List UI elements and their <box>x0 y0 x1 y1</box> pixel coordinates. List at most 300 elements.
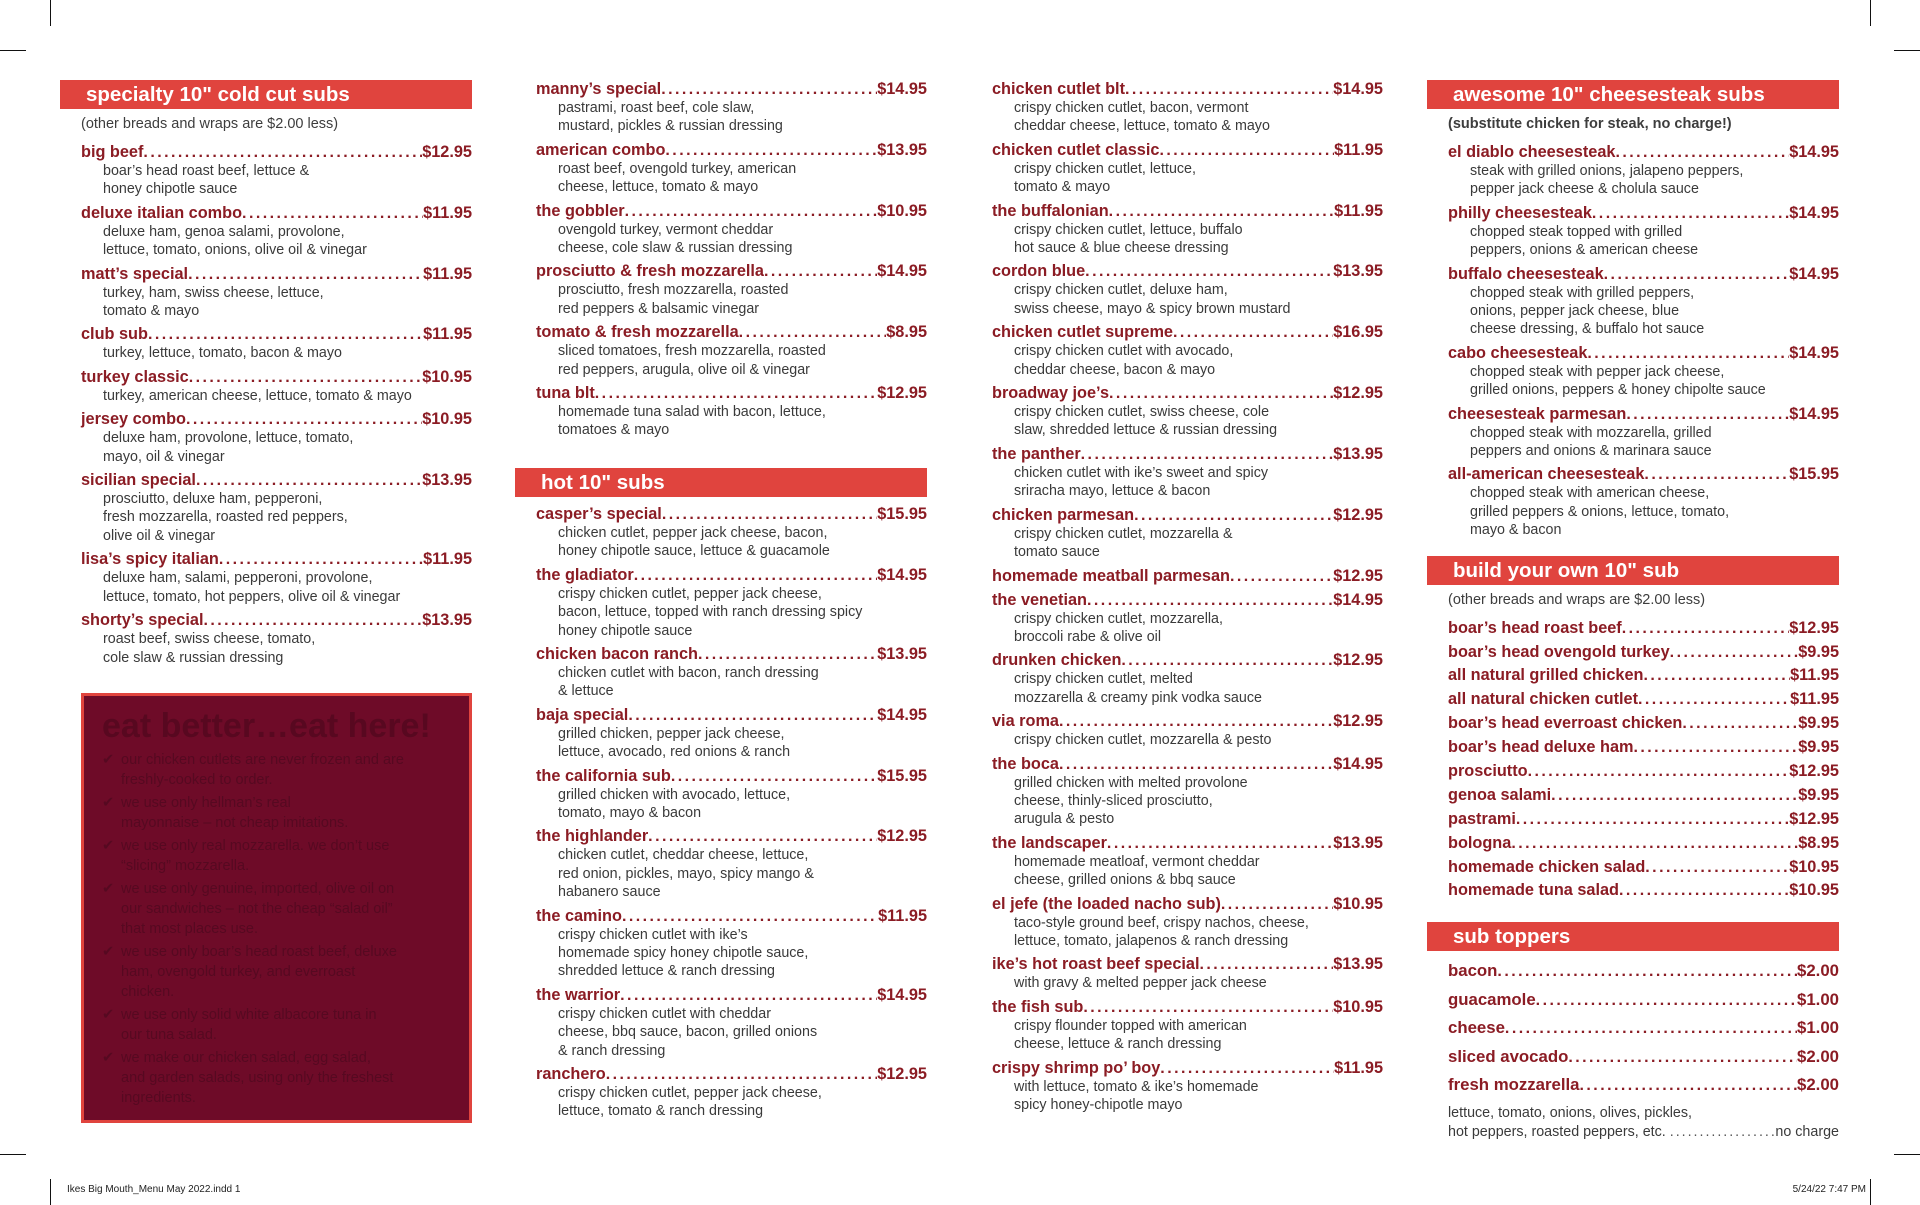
leader-dots <box>628 706 877 725</box>
leader-dots <box>1643 666 1790 685</box>
item-price: $10.95 <box>877 201 927 220</box>
item-description: red peppers, arugula, olive oil & vinegar <box>558 361 810 378</box>
item-description: shredded lettuce & ranch dressing <box>558 963 775 980</box>
menu-item <box>60 325 472 362</box>
item-price: $12.95 <box>1789 762 1839 781</box>
leader-dots <box>606 1065 878 1084</box>
item-name: pastrami <box>1448 809 1516 828</box>
leader-dots <box>186 410 422 429</box>
item-price: $12.95 <box>877 384 927 403</box>
menu-item-row <box>81 611 472 630</box>
cheesesteak-column <box>1427 80 1839 1142</box>
item-price: $13.95 <box>422 471 472 490</box>
menu-item <box>1427 834 1839 853</box>
item-name: the venetian <box>992 590 1088 609</box>
menu-item-row <box>1448 619 1839 638</box>
menu-item-row <box>1448 143 1839 162</box>
promo-claim-line: our sandwiches – not the cheap “salad oil” <box>121 901 393 917</box>
item-price: $9.95 <box>1798 738 1839 757</box>
menu-item <box>1427 714 1839 733</box>
menu-item <box>515 986 927 1060</box>
menu-item <box>515 384 927 440</box>
menu-item-row <box>81 325 472 344</box>
item-price: $12.95 <box>1789 618 1839 637</box>
item-name: homemade chicken salad <box>1448 857 1646 876</box>
item-description: mozzarella & creamy pink vodka sauce <box>1014 689 1262 706</box>
item-name: the gobbler <box>536 201 625 220</box>
menu-item <box>971 834 1383 890</box>
menu-item-row <box>536 706 927 725</box>
item-name: prosciutto <box>1448 762 1528 781</box>
item-price: $2.00 <box>1797 961 1839 981</box>
item-name: american combo <box>536 140 666 159</box>
item-description: homemade spicy honey chipotle sauce, <box>558 944 809 961</box>
menu-item <box>1427 405 1839 461</box>
item-description: cheese, lettuce & ranch dressing <box>1014 1036 1222 1053</box>
leader-dots <box>143 143 422 162</box>
promo-claim <box>102 793 451 833</box>
promo-claim-line: we use only boar’s head roast beef, deluxe <box>121 944 397 960</box>
item-price: $12.95 <box>877 827 927 846</box>
item-name: all natural grilled chicken <box>1448 666 1644 685</box>
promo-claim-text <box>121 1048 393 1108</box>
leader-dots <box>1230 567 1333 586</box>
item-description: crispy chicken cutlet, swiss cheese, cole <box>1014 404 1270 421</box>
item-description: cheese, cole slaw & russian dressing <box>558 240 793 257</box>
item-price: $14.95 <box>877 985 927 1004</box>
item-description: tomatoes & mayo <box>558 422 670 439</box>
item-description: peppers, onions & american cheese <box>1470 242 1699 259</box>
menu-item-row <box>992 651 1383 670</box>
item-name: the boca <box>992 754 1059 773</box>
item-name: genoa salami <box>1448 785 1552 804</box>
item-description: steak with grilled onions, jalapeno peppers, <box>1470 163 1744 179</box>
item-price: $10.95 <box>422 410 472 429</box>
menu-item-row <box>1448 1075 1839 1095</box>
menu-item-row <box>1448 714 1839 733</box>
menu-item-row <box>1448 786 1839 805</box>
item-name: the panther <box>992 444 1081 463</box>
menu-item <box>971 506 1383 562</box>
leader-dots <box>634 566 877 585</box>
item-description: & lettuce <box>558 683 614 700</box>
crop-mark <box>0 50 26 51</box>
item-name: deluxe italian combo <box>81 203 243 222</box>
menu-item <box>1427 738 1839 757</box>
leader-dots <box>1645 858 1789 877</box>
menu-item-row <box>992 202 1383 221</box>
item-name: the warrior <box>536 985 621 1004</box>
item-name: ranchero <box>536 1065 606 1083</box>
item-price: $11.95 <box>423 264 472 283</box>
leader-dots <box>1107 834 1333 853</box>
menu-item-row <box>1448 961 1839 981</box>
menu-item <box>515 767 927 823</box>
item-description: boar’s head roast beef, lettuce & <box>103 163 310 179</box>
item-price: $15.95 <box>877 504 927 523</box>
item-price: $15.95 <box>1789 465 1839 484</box>
menu-item-row <box>1448 762 1839 781</box>
item-name: chicken cutlet classic <box>992 140 1160 159</box>
leader-dots <box>196 471 422 490</box>
menu-item <box>60 611 472 667</box>
item-price: $14.95 <box>1789 404 1839 423</box>
item-price: $12.95 <box>1333 651 1383 670</box>
leader-dots <box>1622 619 1789 638</box>
menu-item <box>971 202 1383 258</box>
promo-claim-text <box>121 879 394 939</box>
item-price: $12.95 <box>422 143 472 161</box>
item-name: casper’s special <box>536 504 662 523</box>
menu-item <box>1427 344 1839 400</box>
item-price: $13.95 <box>1333 444 1383 463</box>
leader-dots <box>595 384 877 403</box>
item-name: matt’s special <box>81 264 189 283</box>
item-description: turkey, american cheese, lettuce, tomato & mayo <box>103 387 412 404</box>
menu-item <box>971 323 1383 379</box>
menu-item-row <box>992 955 1383 974</box>
item-price: $14.95 <box>1333 80 1383 98</box>
menu-item-row <box>536 202 927 221</box>
item-description: crispy chicken cutlet, lettuce, <box>1014 160 1196 177</box>
item-name: buffalo cheesesteak <box>1448 264 1604 283</box>
leader-dots <box>665 141 877 160</box>
item-description: pastrami, roast beef, cole slaw, <box>558 100 755 116</box>
item-name: via roma <box>992 712 1059 731</box>
leader-dots <box>1159 141 1334 160</box>
item-description: crispy chicken cutlet, pepper jack cheese, <box>558 585 822 602</box>
promo-list <box>102 750 451 1108</box>
item-name: chicken cutlet blt <box>992 80 1125 98</box>
leader-dots <box>1666 1123 1776 1142</box>
leader-dots <box>1083 998 1333 1017</box>
menu-item <box>971 1059 1383 1115</box>
checkmark-icon: ✔ <box>102 838 115 854</box>
item-description: crispy chicken cutlet, melted <box>1014 671 1193 688</box>
promo-claim <box>102 836 451 876</box>
menu-item-row <box>1448 690 1839 709</box>
item-description: honey chipotle sauce <box>103 181 238 198</box>
menu-item <box>971 998 1383 1054</box>
menu-item <box>1427 858 1839 877</box>
item-description: pepper jack cheese & cholula sauce <box>1470 181 1699 198</box>
leader-dots <box>1592 204 1789 223</box>
item-description: cheese, thinly-sliced prosciutto, <box>1014 792 1213 809</box>
menu-item-row <box>992 591 1383 610</box>
item-price: $14.95 <box>1789 143 1839 161</box>
promo-claim-line: we use only real mozzarella. we don’t use <box>121 838 390 854</box>
menu-item <box>515 505 927 561</box>
item-price: $11.95 <box>878 906 927 925</box>
item-name: cordon blue <box>992 262 1086 281</box>
item-name: lisa’s spicy italian <box>81 550 219 569</box>
menu-item-row <box>536 80 927 99</box>
menu-item-row <box>1448 858 1839 877</box>
item-name: sliced avocado <box>1448 1046 1569 1066</box>
menu-item-row <box>1448 265 1839 284</box>
item-description: crispy flounder topped with american <box>1014 1017 1247 1034</box>
menu-item-row <box>536 767 927 786</box>
item-description: cheddar cheese, lettuce, tomato & mayo <box>1014 118 1270 135</box>
footer-date: 5/24/22 7:47 PM <box>1792 1184 1866 1195</box>
leader-dots <box>188 265 423 284</box>
menu-list <box>60 143 472 667</box>
menu-item-row <box>1448 738 1839 757</box>
item-name: shorty’s special <box>81 611 204 630</box>
menu-item <box>1427 1075 1839 1095</box>
item-description: mayo & bacon <box>1470 522 1562 539</box>
promo-claim-line: freshly-cooked to order. <box>121 772 273 788</box>
footer-file: Ikes Big Mouth_Menu May 2022.indd 1 <box>67 1184 241 1195</box>
menu-item-row <box>1448 834 1839 853</box>
leader-dots <box>1221 895 1333 914</box>
leader-dots <box>1160 1059 1334 1078</box>
promo-claim-text <box>121 942 397 1002</box>
menu-item <box>971 80 1383 136</box>
menu-item-row <box>536 566 927 585</box>
menu-item-row <box>536 827 927 846</box>
menu-list <box>971 80 1383 1114</box>
item-description: spicy honey-chipotle mayo <box>1014 1097 1183 1113</box>
item-name: homemade meatball parmesan <box>992 566 1230 585</box>
crop-mark <box>0 1154 26 1155</box>
item-description: tomato & mayo <box>103 303 200 320</box>
item-description: cole slaw & russian dressing <box>103 649 284 666</box>
item-price: $14.95 <box>877 705 927 724</box>
menu-item-row <box>536 262 927 281</box>
menu-item-row <box>1448 1018 1839 1038</box>
menu-item <box>1427 465 1839 539</box>
menu-item-row <box>1448 666 1839 685</box>
crop-mark <box>1894 1154 1920 1155</box>
menu-item-row <box>1448 344 1839 363</box>
item-price: $2.00 <box>1797 1075 1839 1095</box>
item-description: crispy chicken cutlet, mozzarella, <box>1014 610 1223 627</box>
item-name: turkey classic <box>81 367 189 386</box>
menu-item-row <box>1448 881 1839 900</box>
item-description: tomato sauce <box>1014 544 1100 561</box>
promo-claim-line: “slicing” mozzarella. <box>121 858 250 874</box>
item-description: tomato & mayo <box>1014 179 1111 196</box>
section-note: (other breads and wraps are $2.00 less) <box>1448 591 1706 608</box>
promo-claim-text <box>121 750 404 790</box>
item-description: cheese, grilled onions & bbq sauce <box>1014 872 1236 889</box>
item-description: crispy chicken cutlet, bacon, vermont <box>1014 100 1249 116</box>
free-toppings-price: no charge <box>1775 1123 1839 1140</box>
item-description: sliced tomatoes, fresh mozzarella, roasted <box>558 343 826 360</box>
item-description: chopped steak with grilled peppers, <box>1470 284 1695 301</box>
item-price: $16.95 <box>1333 323 1383 342</box>
item-name: prosciutto & fresh mozzarella <box>536 262 764 281</box>
menu-item <box>515 1065 927 1121</box>
item-name: bacon <box>1448 961 1498 981</box>
item-description: arugula & pesto <box>1014 811 1115 828</box>
menu-item <box>1427 881 1839 900</box>
item-price: $14.95 <box>877 262 927 281</box>
item-description: crispy chicken cutlet with ike’s <box>558 926 748 943</box>
menu-item <box>1427 690 1839 709</box>
promo-claim <box>102 750 451 790</box>
menu-item <box>971 141 1383 197</box>
leader-dots <box>1619 881 1789 900</box>
item-price: $14.95 <box>1789 264 1839 283</box>
cold-cut-column <box>60 80 472 672</box>
promo-claim <box>102 942 451 1002</box>
item-price: $12.95 <box>1333 384 1383 403</box>
item-price: $13.95 <box>877 140 927 159</box>
promo-claim <box>102 1005 451 1045</box>
menu-item-row <box>1448 465 1839 484</box>
item-description: chopped steak with mozzarella, grilled <box>1470 424 1712 441</box>
item-description: lettuce, tomato, hot peppers, olive oil & vinegar <box>103 588 401 605</box>
item-description: lettuce, tomato, jalapenos & ranch dressing <box>1014 932 1289 949</box>
item-description: crispy chicken cutlet, deluxe ham, <box>1014 282 1228 299</box>
menu-item <box>515 566 927 640</box>
item-description: crispy chicken cutlet, mozzarella & pesto <box>1014 732 1272 749</box>
leader-dots <box>1528 762 1790 781</box>
item-description: crispy chicken cutlet with avocado, <box>1014 343 1234 360</box>
item-price: $12.95 <box>1789 809 1839 828</box>
menu-item <box>515 323 927 379</box>
free-toppings <box>1427 1104 1839 1142</box>
item-name: chicken parmesan <box>992 505 1135 524</box>
promo-claim-line: we use only hellman’s real <box>121 795 291 811</box>
menu-item-row <box>992 755 1383 774</box>
menu-list <box>1427 143 1839 540</box>
leader-dots <box>1505 1019 1797 1038</box>
item-name: crispy shrimp po’ boy <box>992 1058 1161 1077</box>
leader-dots <box>648 827 877 846</box>
leader-dots <box>1615 143 1789 162</box>
menu-item-row <box>536 986 927 1005</box>
item-price: $14.95 <box>1333 590 1383 609</box>
item-price: $14.95 <box>877 80 927 98</box>
item-description: crispy chicken cutlet, mozzarella & <box>1014 525 1233 542</box>
menu-item <box>1427 666 1839 685</box>
item-price: $1.00 <box>1797 1018 1839 1038</box>
menu-item <box>971 955 1383 992</box>
item-description: chicken cutlet with ike’s sweet and spicy <box>1014 464 1269 481</box>
leader-dots <box>1085 262 1333 281</box>
leader-dots <box>1682 714 1798 733</box>
item-name: tuna blt <box>536 384 595 403</box>
item-name: cabo cheesesteak <box>1448 343 1588 362</box>
menu-item-row <box>1448 1047 1839 1067</box>
item-name: the landscaper <box>992 833 1107 852</box>
item-description: cheese, bbq sauce, bacon, grilled onions <box>558 1024 818 1041</box>
menu-item-row <box>1448 405 1839 424</box>
menu-item <box>1427 990 1839 1010</box>
checkmark-icon: ✔ <box>102 1007 115 1023</box>
item-description: roast beef, ovengold turkey, american <box>558 160 797 177</box>
item-price: $12.95 <box>877 1065 927 1083</box>
item-description: grilled chicken with melted provolone <box>1014 774 1248 791</box>
item-description: prosciutto, deluxe ham, pepperoni, <box>103 491 323 508</box>
item-description: hot sauce & blue cheese dressing <box>1014 240 1229 257</box>
section-header: awesome 10" cheesesteak subs <box>1427 80 1839 109</box>
menu-item-row <box>81 204 472 223</box>
leader-dots <box>671 767 877 786</box>
menu-item <box>1427 204 1839 260</box>
free-toppings-line: hot peppers, roasted peppers, etc. <box>1448 1123 1666 1140</box>
leader-dots <box>1670 643 1799 662</box>
item-name: el jefe (the loaded nacho sub) <box>992 894 1221 913</box>
menu-item <box>1427 762 1839 781</box>
checkmark-icon: ✔ <box>102 795 115 811</box>
crop-mark <box>50 1179 51 1205</box>
item-price: $14.95 <box>877 565 927 584</box>
item-description: lettuce, tomato & ranch dressing <box>558 1103 764 1120</box>
item-description: grilled chicken, pepper jack cheese, <box>558 725 785 742</box>
chicken-column <box>971 80 1383 1119</box>
leader-dots <box>1587 344 1789 363</box>
menu-item-row <box>992 80 1383 99</box>
item-name: drunken chicken <box>992 651 1122 670</box>
menu-item-row <box>992 445 1383 464</box>
leader-dots <box>1109 202 1334 221</box>
item-name: tomato & fresh mozzarella <box>536 323 739 342</box>
leader-dots <box>203 611 422 630</box>
leader-dots <box>1134 506 1333 525</box>
menu-item-row <box>81 410 472 429</box>
leader-dots <box>148 325 423 344</box>
item-description: honey chipotle sauce <box>558 622 693 639</box>
item-name: sicilian special <box>81 471 196 490</box>
leader-dots <box>1200 955 1334 974</box>
menu-item <box>1427 1018 1839 1038</box>
item-price: $8.95 <box>886 323 927 342</box>
leader-dots <box>661 80 877 99</box>
item-price: $2.00 <box>1797 1046 1839 1066</box>
menu-list <box>1427 619 1839 901</box>
menu-item-row <box>992 1059 1383 1078</box>
item-price: $13.95 <box>1333 833 1383 852</box>
item-description: ovengold turkey, vermont cheddar <box>558 221 774 238</box>
item-name: the buffalonian <box>992 201 1109 220</box>
crop-mark <box>1870 1179 1871 1205</box>
promo-title: eat better…eat here! <box>102 707 431 745</box>
item-price: $12.95 <box>1333 505 1383 524</box>
item-description: swiss cheese, mayo & spicy brown mustard <box>1014 300 1291 317</box>
leader-dots <box>625 202 878 221</box>
menu-item <box>971 895 1383 951</box>
section-note: (other breads and wraps are $2.00 less) <box>81 116 339 132</box>
menu-list <box>1427 961 1839 1095</box>
item-name: the california sub <box>536 766 671 785</box>
item-description: mustard, pickles & russian dressing <box>558 118 783 135</box>
item-name: broadway joe’s <box>992 384 1110 403</box>
menu-item-row <box>536 384 927 403</box>
menu-item-row <box>1448 643 1839 662</box>
menu-item-row <box>992 141 1383 160</box>
menu-item-row <box>1448 990 1839 1010</box>
menu-item <box>971 591 1383 647</box>
item-description: deluxe ham, provolone, lettuce, tomato, <box>103 430 354 447</box>
item-name: the camino <box>536 906 622 925</box>
menu-item <box>971 651 1383 707</box>
menu-item-row <box>536 323 927 342</box>
menu-item <box>515 141 927 197</box>
item-name: bologna <box>1448 833 1512 852</box>
menu-item <box>515 80 927 136</box>
menu-item <box>971 445 1383 501</box>
promo-box <box>81 693 472 1123</box>
item-name: the gladiator <box>536 565 634 584</box>
item-description: onions, pepper jack cheese, blue <box>1470 303 1680 320</box>
menu-item <box>1427 961 1839 981</box>
item-price: $14.95 <box>1333 754 1383 773</box>
item-description: chicken cutlet, cheddar cheese, lettuce, <box>558 847 809 864</box>
